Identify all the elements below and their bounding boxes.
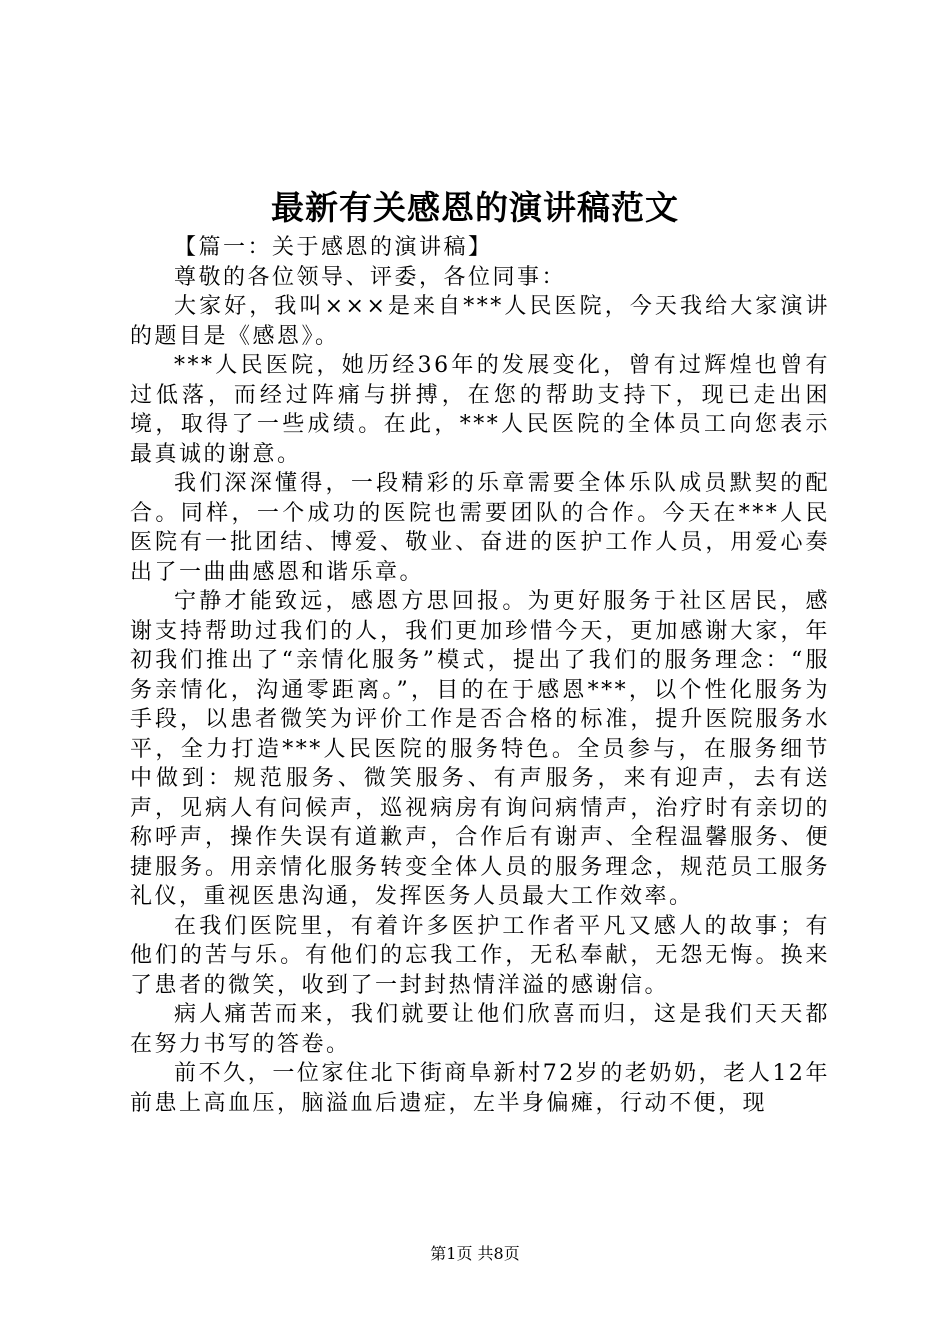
document-title: 最新有关感恩的演讲稿范文	[271, 188, 679, 227]
paragraph: 病人痛苦而来，我们就要让他们欣喜而归，这是我们天天都在努力书写的答卷。	[130, 1002, 830, 1057]
paragraph: 宁静才能致远，感恩方思回报。为更好服务于社区居民，感谢支持帮助过我们的人，我们更加珍惜今天，更加感谢大家，年初我们推出了“亲情化服务”模式，提出了我们的服务理念：“服务亲情化，沟通零距离。”，目的在于感恩***，以个性化服务为手段，以患者微笑为评价工作是否合格的标准，提升医院服务水平，全力打造***人民医院的服务特色。全员参与，在服务细节中做到：规范服务、微笑服务、有声服务，来有迎声，去有送声，见病人有问候声，巡视病房有询问病情声，治疗时有亲切的称呼声，操作失误有道歉声，合作后有谢声、全程温馨服务、便捷服务。用亲情化服务转变全体人员的服务理念，规范员工服务礼仪，重视医患沟通，发挥医务人员最大工作效率。	[130, 589, 830, 909]
paragraph: 大家好，我叫×××是来自***人民医院，今天我给大家演讲的题目是《感恩》。	[130, 294, 830, 349]
paragraph-section-heading: 【篇一：关于感恩的演讲稿】	[174, 235, 493, 260]
paragraph: 前不久，一位家住北下街商阜新村72岁的老奶奶，老人12年前患上高血压，脑溢血后遗症，左半身偏瘫，行动不便，现	[130, 1061, 830, 1116]
paragraph: 我们深深懂得，一段精彩的乐章需要全体乐队成员默契的配合。同样，一个成功的医院也需要团队的合作。今天在***人民医院有一批团结、博爱、敬业、奋进的医护工作人员，用爱心奏出了一曲曲感恩和谐乐章。	[130, 471, 830, 585]
paragraph: ***人民医院，她历经36年的发展变化，曾有过辉煌也曾有过低落，而经过阵痛与拼搏，在您的帮助支持下，现已走出困境，取得了一些成绩。在此，***人民医院的全体员工向您表示最真诚的谢意。	[130, 353, 830, 467]
paragraph: 在我们医院里，有着许多医护工作者平凡又感人的故事；有他们的苦与乐。有他们的忘我工作，无私奉献，无怨无悔。换来了患者的微笑，收到了一封封热情洋溢的感谢信。	[130, 913, 830, 998]
document-body	[130, 233, 830, 1118]
page-footer: 第1页 共8页	[430, 1244, 520, 1263]
paragraph-salutation: 尊敬的各位领导、评委，各位同事：	[174, 264, 567, 290]
